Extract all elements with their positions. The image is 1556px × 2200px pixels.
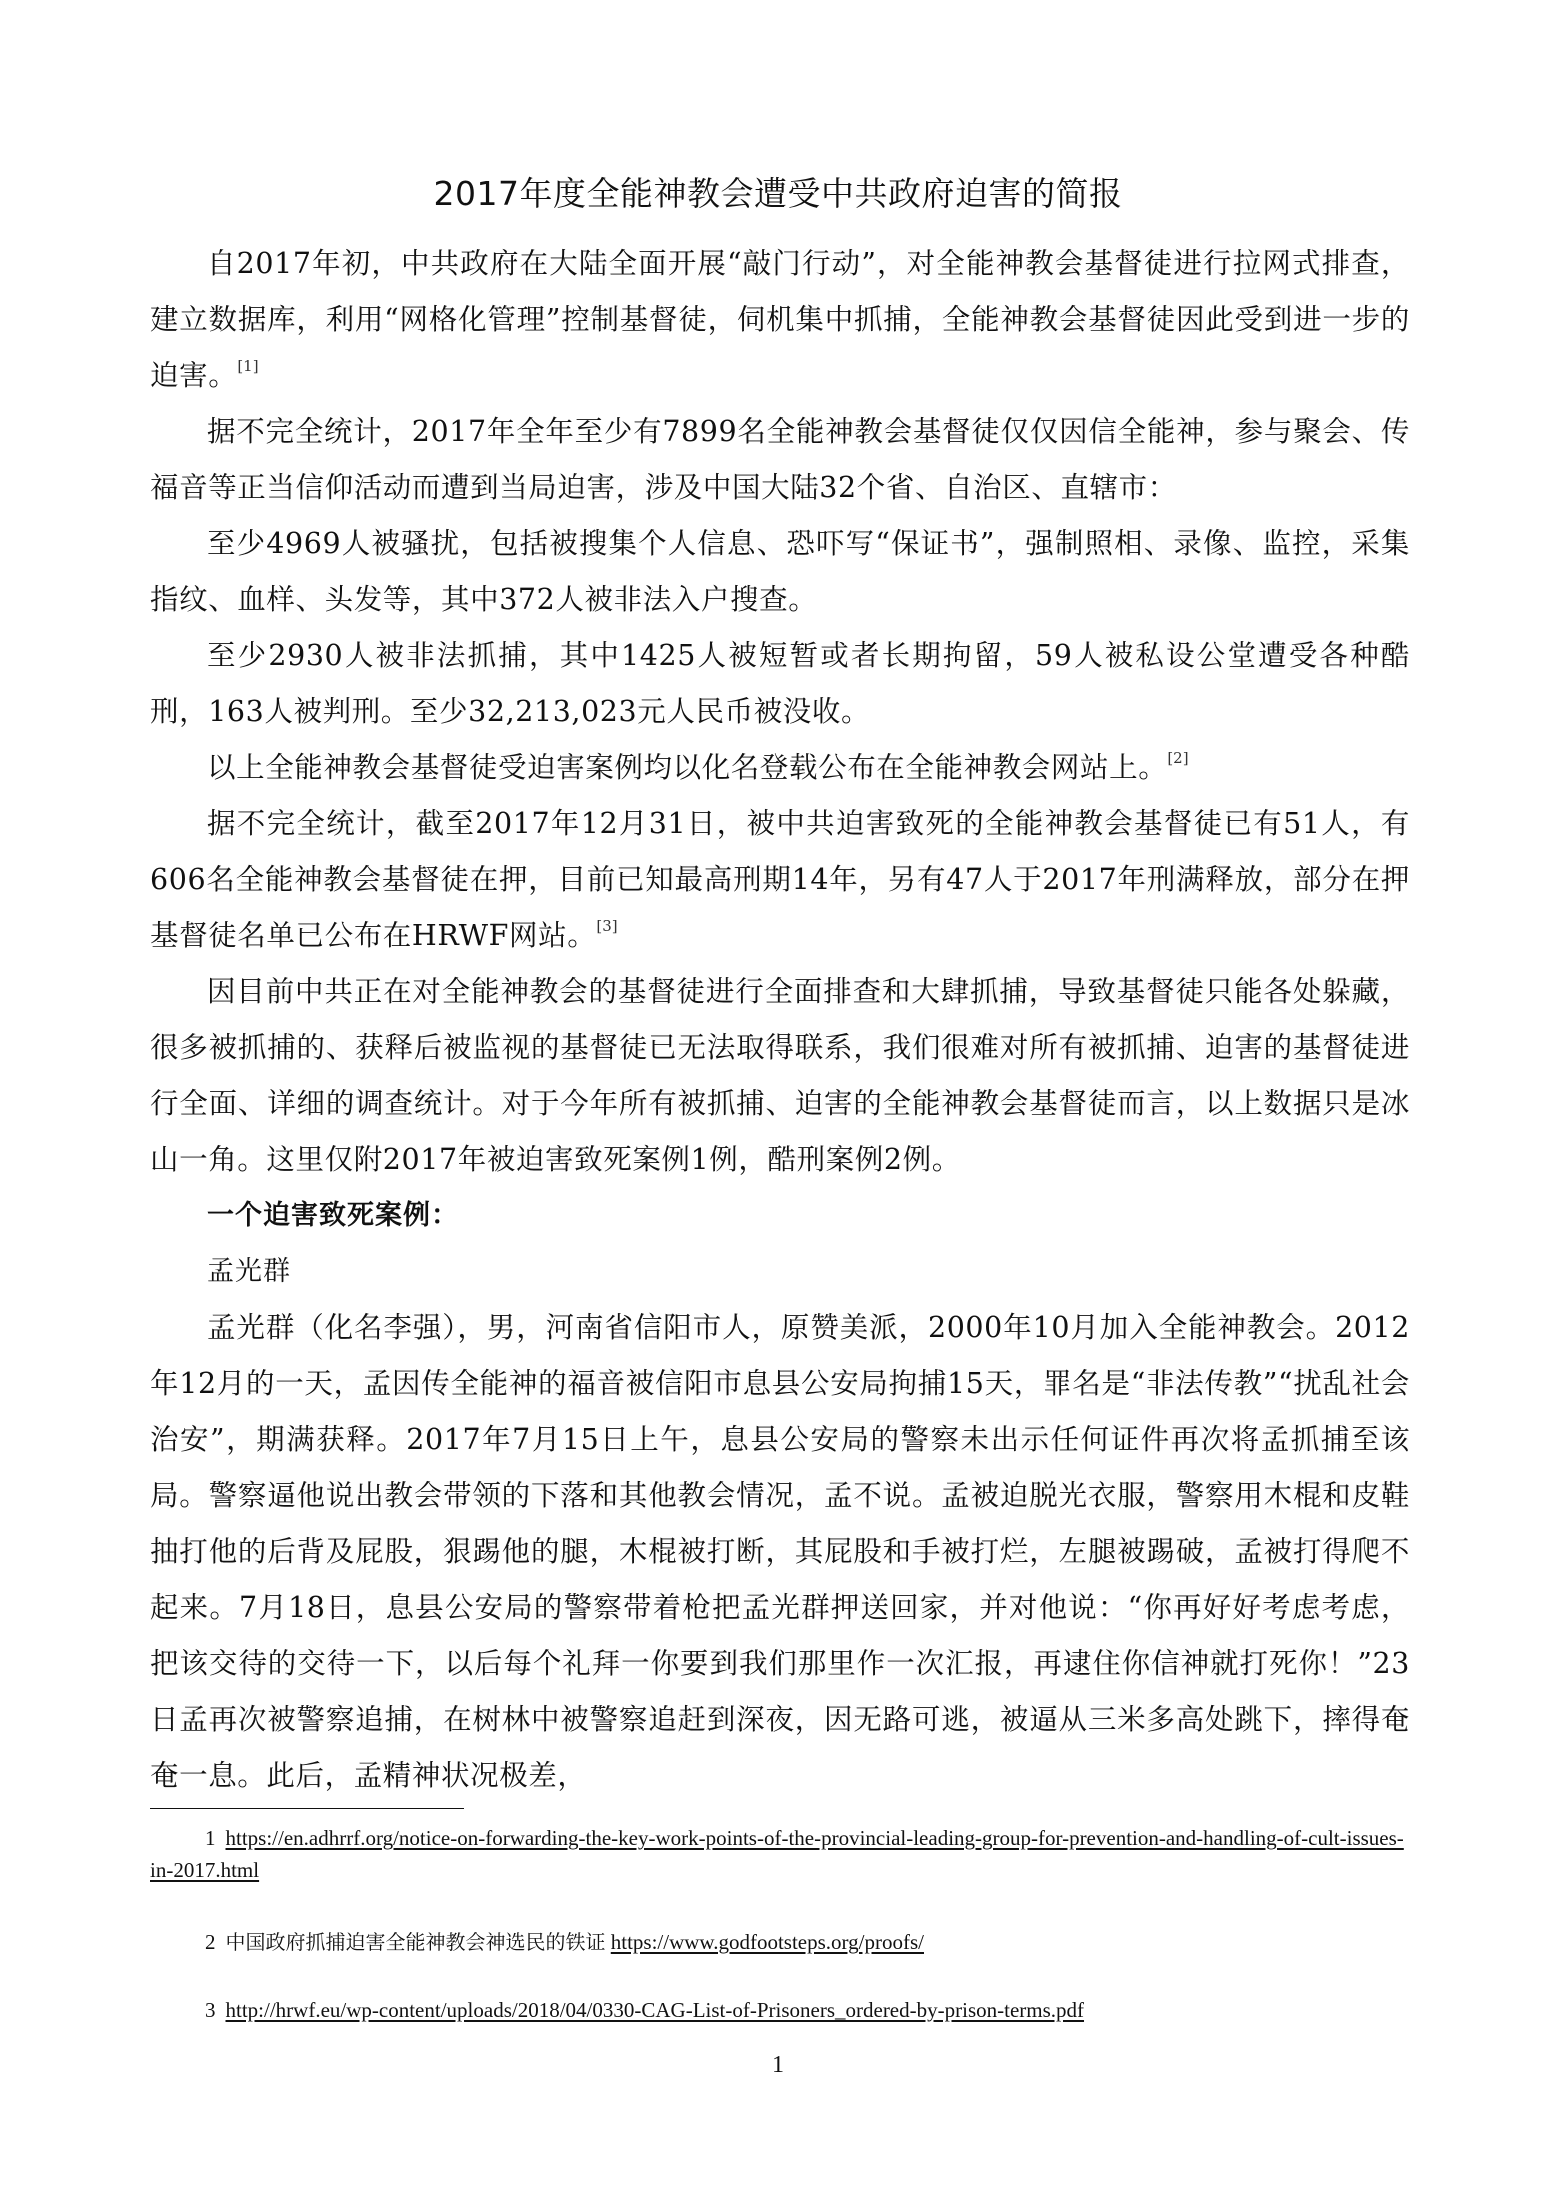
paragraph-text: 据不完全统计，2017年全年至少有7899名全能神教会基督徒仅仅因信全能神，参与聚会、传福音等正当信仰活动而遭到当局迫害，涉及中国大陆32个省、自治区、直辖市： <box>150 415 1410 504</box>
footnote-link[interactable]: https://www.godfootsteps.org/proofs/ <box>610 1930 924 1954</box>
footnote-2 <box>150 1926 1410 1958</box>
paragraph-publication <box>150 740 1410 796</box>
paragraph-arrests <box>150 628 1410 740</box>
paragraph-deaths <box>150 796 1410 964</box>
paragraph-text: 自2017年初，中共政府在大陆全面开展“敲门行动”，对全能神教会基督徒进行拉网式排查，建立数据库，利用“网格化管理”控制基督徒，伺机集中抓捕，全能神教会基督徒因此受到进一步的迫害。 <box>150 247 1410 392</box>
paragraph-harassment <box>150 516 1410 628</box>
document-title: 2017年度全能神教会遭受中共政府迫害的简报 <box>433 174 1123 213</box>
footnote-divider <box>150 1808 464 1809</box>
document-body <box>150 236 1410 1804</box>
paragraph-text: 因目前中共正在对全能神教会的基督徒进行全面排查和大肆抓捕，导致基督徒只能各处躲藏，很多被抓捕的、获释后被监视的基督徒已无法取得联系，我们很难对所有被抓捕、迫害的基督徒进行全面、详细的调查统计。对于今年所有被抓捕、迫害的全能神教会基督徒而言，以上数据只是冰山一角。这里仅附2017年被迫害致死案例1例，酷刑案例2例。 <box>150 975 1410 1176</box>
footnote-ref-2[interactable]: [2] <box>1167 749 1189 767</box>
paragraph-text: 以上全能神教会基督徒受迫害案例均以化名登载公布在全能神教会网站上。 <box>207 751 1168 784</box>
footnote-text: 中国政府抓捕迫害全能神教会神选民的铁证 <box>225 1930 606 1954</box>
footnote-link[interactable]: https://en.adhrrf.org/notice-on-forwarding-the-key-work-points-of-the-provincial-leading-group-for-prevention-and-handling-of-cult-issues-in-2017.html <box>150 1826 1404 1882</box>
footnote-link[interactable]: http://hrwf.eu/wp-content/uploads/2018/04/0330-CAG-List-of-Prisoners_ordered-by-prison-terms.pdf <box>225 1998 1085 2022</box>
paragraph-text: 至少4969人被骚扰，包括被搜集个人信息、恐吓写“保证书”，强制照相、录像、监控，采集指纹、血样、头发等，其中372人被非法入户搜查。 <box>150 527 1410 616</box>
case-paragraph: 孟光群（化名李强），男，河南省信阳市人，原赞美派，2000年10月加入全能神教会。2012年12月的一天，孟因传全能神的福音被信阳市息县公安局拘捕15天，罪名是“非法传教”“扰乱社会治安”，期满获释。2017年7月15日上午，息县公安局的警察未出示任何证件再次将孟抓捕至该局。警察逼他说出教会带领的下落和其他教会情况，孟不说。孟被迫脱光衣服，警察用木棍和皮鞋抽打他的后背及屁股，狠踢他的腿，木棍被打断，其屁股和手被打烂，左腿被踢破，孟被打得爬不起来。7月18日，息县公安局的警察带着枪把孟光群押送回家，并对他说：“你再好好考虑考虑，把该交待的交待一下，以后每个礼拜一你要到我们那里作一次汇报，再逮住你信神就打死你！”23日孟再次被警察追捕，在树林中被警察追赶到深夜，因无路可逃，被逼从三米多高处跳下，摔得奄奄一息。此后，孟精神状况极差， <box>150 1311 1410 1792</box>
footnote-number: 3 <box>205 1998 216 2022</box>
footnote-1 <box>150 1822 1410 1886</box>
page-number: 1 <box>772 2052 784 2078</box>
case-name-heading: 孟光群 <box>207 1256 291 1287</box>
footnote-number: 2 <box>205 1930 216 1954</box>
paragraph-text: 据不完全统计，截至2017年12月31日，被中共迫害致死的全能神教会基督徒已有51人，有606名全能神教会基督徒在押，目前已知最高刑期14年，另有47人于2017年刑满释放，部分在押基督徒名单已公布在HRWF网站。 <box>150 807 1410 952</box>
footnote-3 <box>150 1994 1410 2026</box>
paragraph-summary <box>150 964 1410 1188</box>
section-heading: 一个迫害致死案例： <box>207 1200 459 1231</box>
paragraph-statistics <box>150 404 1410 516</box>
footnote-number: 1 <box>205 1826 216 1850</box>
paragraph-text: 至少2930人被非法抓捕，其中1425人被短暂或者长期拘留，59人被私设公堂遭受各种酷刑，163人被判刑。至少32,213,023元人民币被没收。 <box>150 639 1410 728</box>
footnote-ref-3[interactable]: [3] <box>596 917 618 935</box>
paragraph-intro <box>150 236 1410 404</box>
footnote-ref-1[interactable]: [1] <box>237 357 259 375</box>
